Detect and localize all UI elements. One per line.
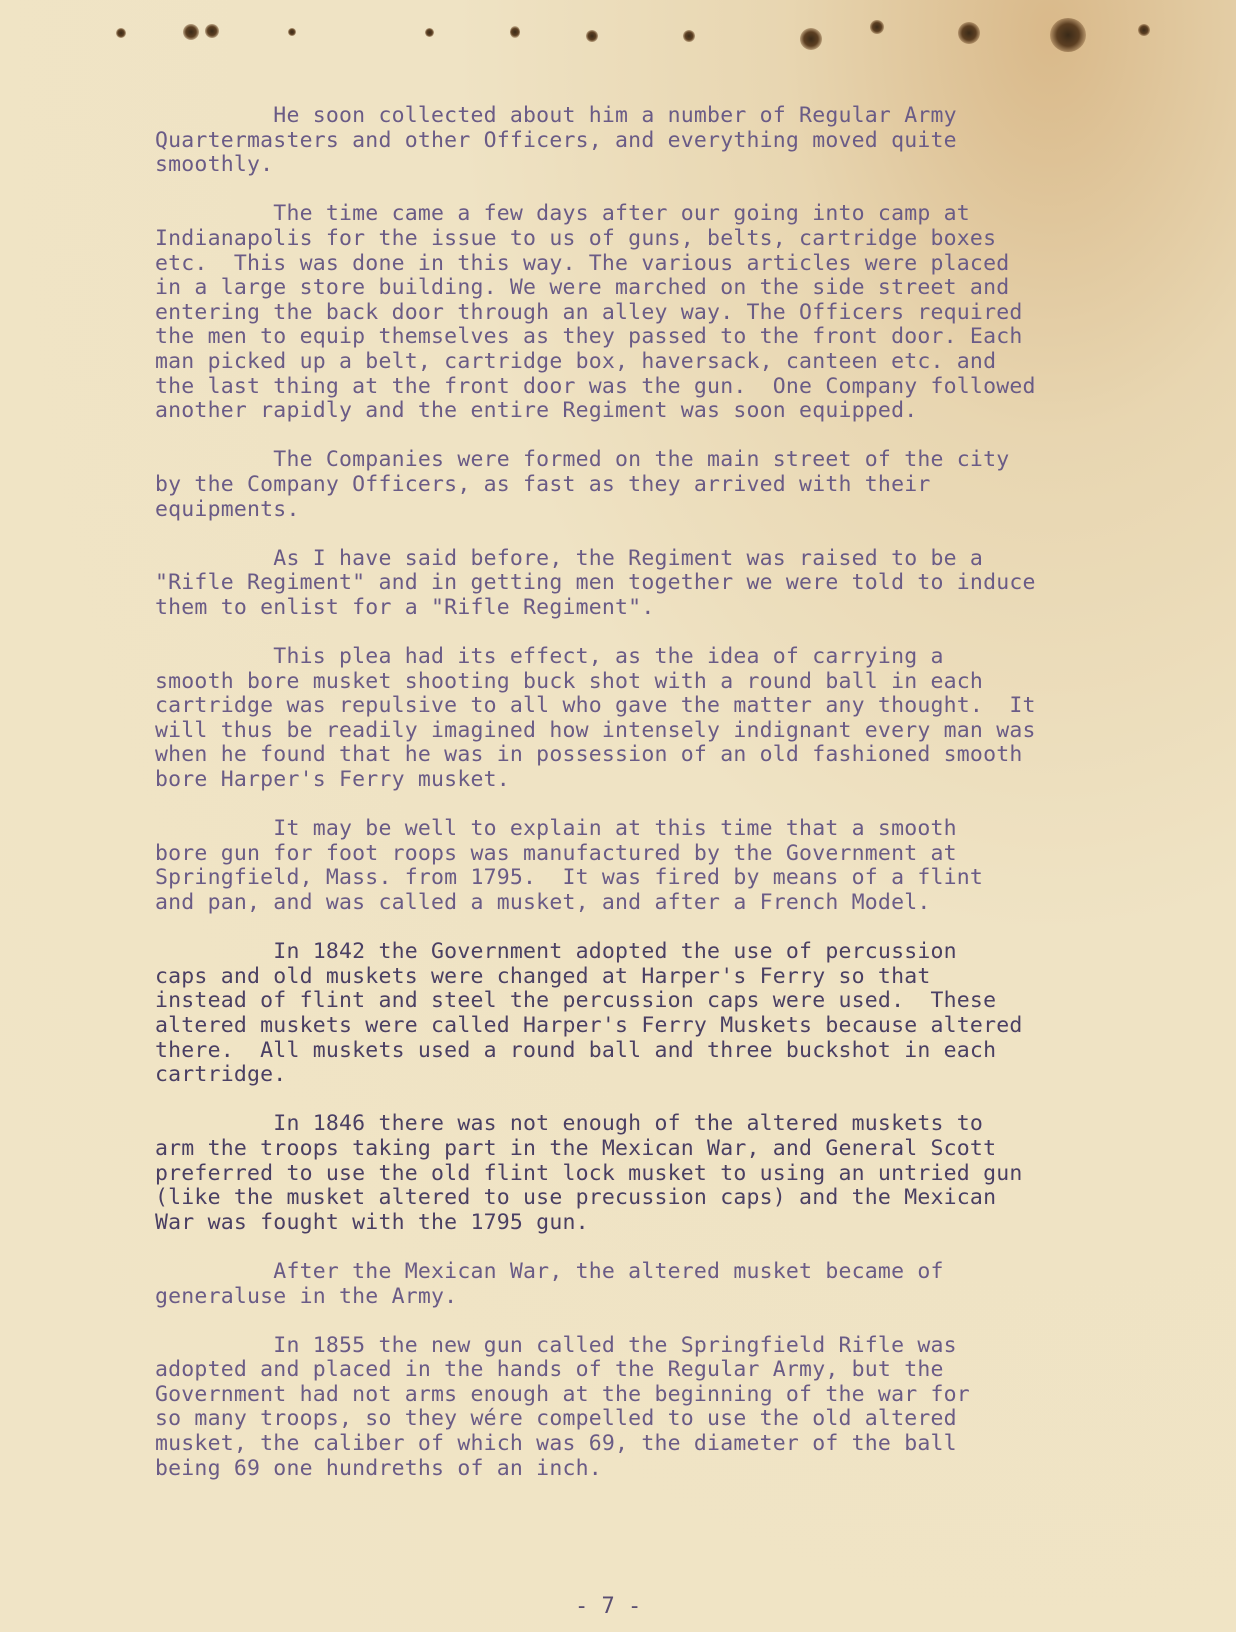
text-line: He soon collected about him a number of Regular Army (155, 103, 957, 128)
text-line: instead of flint and steel the percussion caps were used. These (155, 988, 997, 1014)
text-line: The Companies were formed on the main street of the city (155, 447, 1010, 473)
binding-hole (1050, 18, 1086, 52)
text-line: arm the troops taking part in the Mexican War, and General Scott (155, 1135, 997, 1161)
paragraph (155, 448, 1155, 522)
binding-hole (510, 26, 520, 38)
text-line: when he found that he was in possession of an old fashioned smooth (155, 742, 1023, 768)
text-line: bore gun for foot roops was manufactured by the Government at (155, 840, 957, 866)
text-line: and pan, and was called a musket, and after a French Model. (155, 890, 931, 915)
text-line: man picked up a belt, cartridge box, haversack, canteen etc. and (155, 348, 997, 374)
paragraph (155, 1260, 1155, 1309)
paragraph (155, 1112, 1155, 1235)
page-number: - 7 - (575, 1594, 642, 1619)
binding-hole (586, 30, 598, 42)
text-line: altered muskets were called Harper's Ferry Muskets because altered (155, 1012, 1023, 1038)
binding-hole (205, 24, 219, 38)
text-line: cartridge. (155, 1062, 287, 1088)
text-line: etc. This was done in this way. The various articles were placed (155, 250, 1010, 276)
text-line: adopted and placed in the hands of the Regular Army, but the (155, 1357, 944, 1383)
paragraph (155, 547, 1155, 621)
paragraph (155, 645, 1155, 793)
text-line: caps and old muskets were changed at Harper's Ferry so that (155, 963, 931, 989)
text-line: bore Harper's Ferry musket. (155, 767, 510, 793)
binding-hole (183, 24, 199, 40)
text-line: War was fought with the 1795 gun. (155, 1209, 589, 1235)
text-line: In 1842 the Government adopted the use of percussion (155, 939, 957, 965)
text-line: by the Company Officers, as fast as they arrived with their (155, 471, 931, 497)
paragraph (155, 940, 1155, 1088)
text-line: cartridge was repulsive to all who gave the matter any thought. It (155, 693, 1036, 719)
text-line: smoothly. (155, 152, 274, 178)
text-line: (like the musket altered to use precussion caps) and the Mexican (155, 1185, 997, 1211)
text-line: there. All muskets used a round ball and three buckshot in each (155, 1037, 997, 1063)
text-line: "Rifle Regiment" and in getting men together we were told to induce (155, 570, 1036, 596)
binding-hole (870, 20, 884, 34)
text-line: being 69 one hundreths of an inch. (155, 1455, 602, 1481)
text-line: The time came a few days after our going into camp at (155, 201, 970, 227)
text-line: Indianapolis for the issue to us of guns, belts, cartridge boxes (155, 225, 997, 251)
paragraph (155, 104, 1155, 178)
text-line: smooth bore musket shooting buck shot with a round ball in each (155, 668, 984, 694)
binding-hole (425, 28, 434, 37)
text-line: another rapidly and the entire Regiment was soon equipped. (155, 398, 918, 424)
text-line: them to enlist for a "Rifle Regiment". (155, 594, 655, 620)
binding-holes (0, 0, 1236, 80)
text-line: As I have said before, the Regiment was raised to be a (155, 545, 984, 571)
binding-hole (683, 30, 695, 42)
text-line: will thus be readily imagined how intensely indignant every man was (155, 717, 1036, 743)
text-line: This plea had its effect, as the idea of carrying a (155, 644, 944, 670)
binding-hole (116, 28, 126, 38)
binding-hole (288, 28, 296, 36)
text-line: In 1855 the new gun called the Springfield Rifle was (155, 1332, 957, 1358)
paragraph (155, 202, 1155, 423)
text-line: equipments. (155, 496, 300, 522)
text-line: Springfield, Mass. from 1795. It was fired by means of a flint (155, 865, 984, 891)
text-line: Quartermasters and other Officers, and everything moved quite (155, 127, 957, 153)
text-line: in a large store building. We were marched on the side street and (155, 275, 1010, 301)
typed-text-body (155, 104, 1155, 1506)
text-line: the last thing at the front door was the gun. One Company followed (155, 373, 1036, 399)
text-line: preferred to use the old flint lock musket to using an untried gun (155, 1160, 1023, 1186)
paragraph (155, 1334, 1155, 1482)
paragraph (155, 817, 1155, 915)
text-line: so many troops, so they wére compelled to use the old altered (155, 1406, 957, 1432)
text-line: It may be well to explain at this time that a smooth (155, 816, 957, 842)
text-line: generaluse in the Army. (155, 1283, 458, 1309)
text-line: the men to equip themselves as they passed to the front door. Each (155, 324, 1023, 350)
binding-hole (1138, 24, 1150, 36)
text-line: musket, the caliber of which was 69, the diameter of the ball (155, 1431, 957, 1457)
text-line: entering the back door through an alley way. The Officers required (155, 299, 1023, 325)
binding-hole (800, 28, 822, 50)
text-line: In 1846 there was not enough of the altered muskets to (155, 1111, 984, 1137)
text-line: Government had not arms enough at the beginning of the war for (155, 1381, 970, 1407)
text-line: After the Mexican War, the altered musket became of (155, 1258, 944, 1284)
binding-hole (958, 22, 980, 44)
